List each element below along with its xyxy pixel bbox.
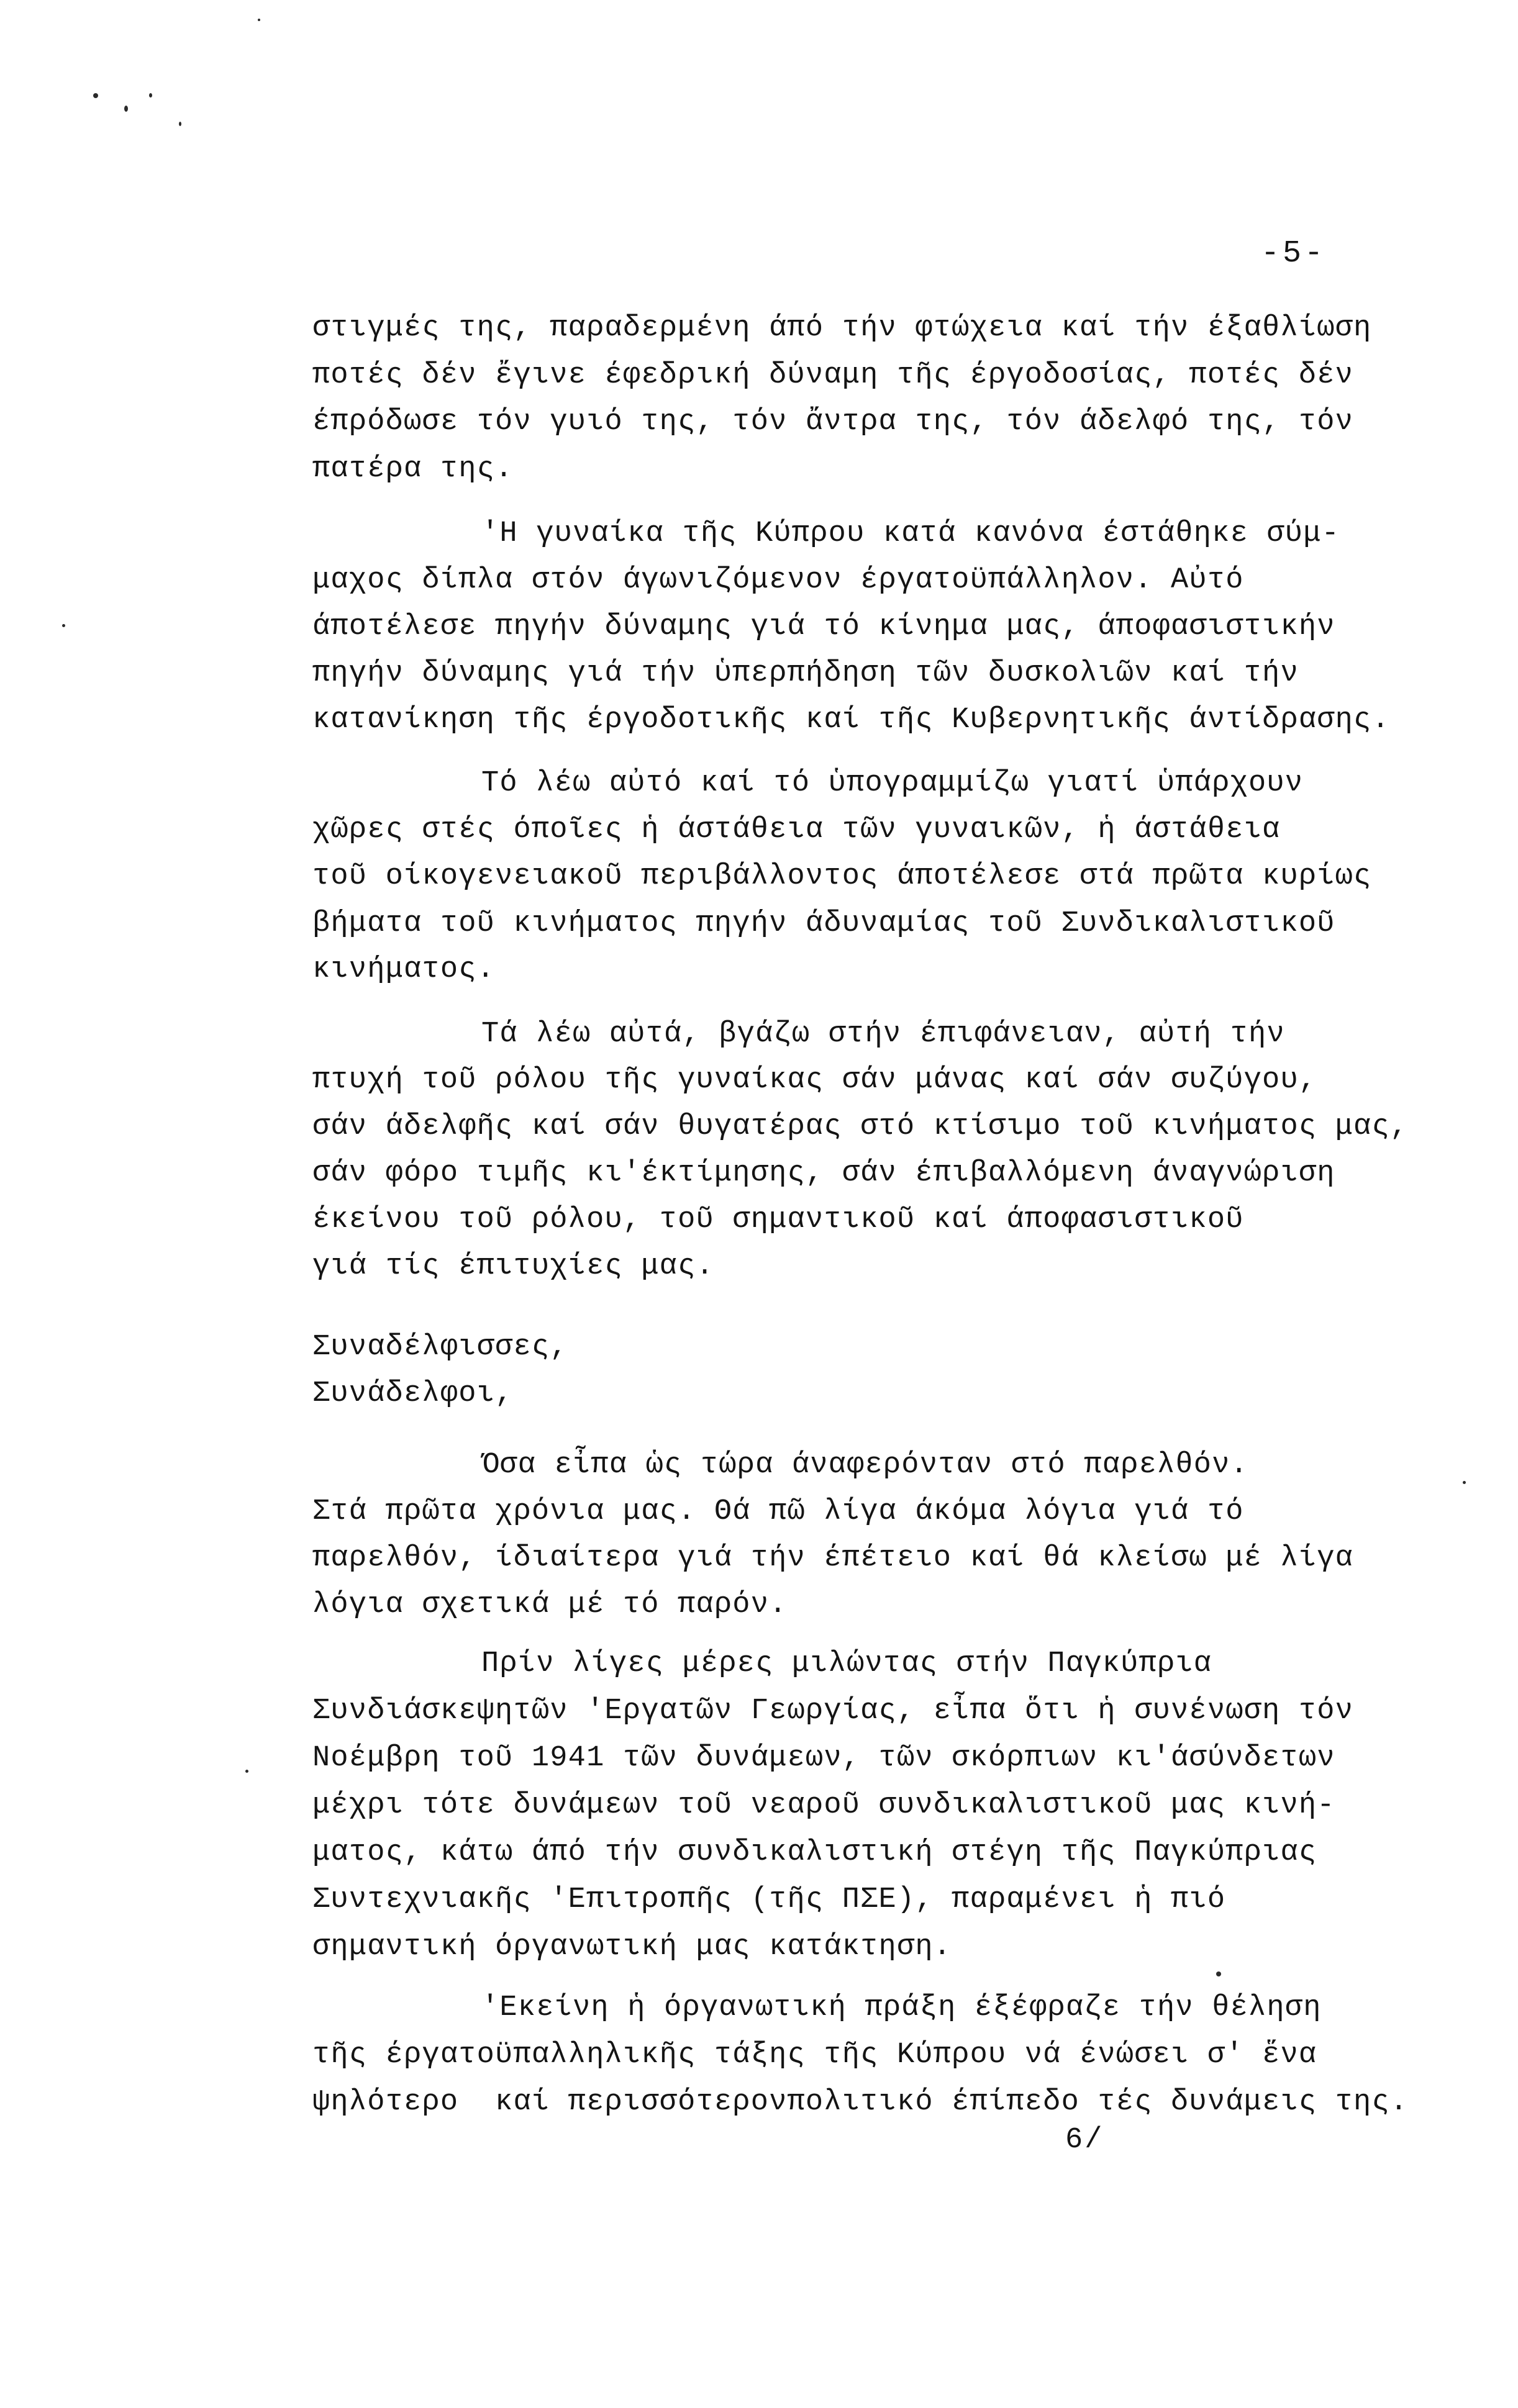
text-line: ματος, κάτω άπό τήν συνδικαλιστική στέγη τῆς Παγκύπριας [312, 1836, 1317, 1869]
text-line: Νοέμβρη τοῦ 1941 τῶν δυνάμεων, τῶν σκόρπιων κι'άσύνδετων [312, 1742, 1335, 1775]
text-line: σημαντική όργανωτική μας κατάκτηση. [312, 1930, 952, 1963]
page-number: -5- [1261, 236, 1327, 271]
text-line: Συντεχνιακῆς 'Επιτροπῆς (τῆς ΠΣΕ), παραμένει ἡ πιό [312, 1883, 1226, 1916]
text-line: έπρόδωσε τόν γυιό της, τόν ἄντρα της, τόν άδελφό της, τόν [312, 405, 1354, 438]
scan-speck [245, 1770, 248, 1773]
text-line: πηγήν δύναμης γιά τήν ὑπερπήδηση τῶν δυσκολιῶν καί τήν [312, 657, 1299, 690]
text-line: πατέρα της. [312, 453, 514, 486]
scan-speck [258, 19, 260, 21]
salutation-line: Συνάδελφοι, [312, 1377, 514, 1410]
text-line: Στά πρῶτα χρόνια μας. Θά πῶ λίγα άκόμα λόγια γιά τό [312, 1495, 1244, 1528]
text-line: Όσα εἶπα ὡς τώρα άναφερόνταν στό παρελθόν. [481, 1449, 1248, 1482]
scan-speck [1463, 1481, 1466, 1484]
text-line: μαχος δίπλα στόν άγωνιζόμενον έργατοϋπάλληλον. Αὐτό [312, 564, 1244, 597]
text-line: έκείνου τοῦ ρόλου, τοῦ σημαντικοῦ καί άποφασιστικοῦ [312, 1203, 1244, 1236]
text-line: σάν άδελφῆς καί σάν θυγατέρας στό κτίσιμο τοῦ κινήματος μας, [312, 1110, 1409, 1143]
text-line: κατανίκηση τῆς έργοδοτικῆς καί τῆς Κυβερνητικῆς άντίδρασης. [312, 704, 1390, 736]
text-line: Τό λέω αὐτό καί τό ὑπογραμμίζω γιατί ὑπάρχουν [481, 767, 1304, 800]
text-line: Συνδιάσκεψητῶν 'Εργατῶν Γεωργίας, εἶπα ὅτι ἡ συνένωση τόν [312, 1695, 1354, 1727]
text-line: κινήματος. [312, 953, 496, 986]
text-line: λόγια σχετικά μέ τό παρόν. [312, 1588, 788, 1621]
text-line: παρελθόν, ίδιαίτερα γιά τήν έπέτειο καί θά κλείσω μέ λίγα [312, 1542, 1354, 1575]
text-line: τῆς έργατοϋπαλληλικῆς τάξης τῆς Κύπρου νά ένώσει σ' ἕνα [312, 2039, 1317, 2071]
text-line: Τά λέω αὐτά, βγάζω στήν έπιφάνειαν, αὐτή τήν [481, 1018, 1285, 1051]
scan-speck [124, 106, 128, 112]
text-line: σάν φόρο τιμῆς κι'έκτίμησης, σάν έπιβαλλόμενη άναγνώριση [312, 1157, 1335, 1190]
scan-speck [1216, 1971, 1221, 1976]
scan-speck [179, 122, 181, 126]
scan-speck [62, 624, 65, 627]
salutation-line: Συναδέλφισσες, [312, 1331, 568, 1364]
text-line: γιά τίς έπιτυχίες μας. [312, 1250, 714, 1283]
text-line: πτυχή τοῦ ρόλου τῆς γυναίκας σάν μάνας καί σάν συζύγου, [312, 1064, 1317, 1097]
text-line: άποτέλεσε πηγήν δύναμης γιά τό κίνημα μας, άποφασιστικήν [312, 610, 1335, 643]
text-line: στιγμές της, παραδερμένη άπό τήν φτώχεια καί τήν έξαθλίωση [312, 312, 1372, 345]
text-line: Πρίν λίγες μέρες μιλώντας στήν Παγκύπρια [481, 1647, 1212, 1680]
scan-speck [93, 93, 98, 98]
text-line: χῶρες στές όποῖες ἡ άστάθεια τῶν γυναικῶν, ἡ άστάθεια [312, 813, 1281, 846]
text-line: ψηλότερο καί περισσότερονπολιτικό έπίπεδο τές δυνάμεις της. [312, 2086, 1409, 2119]
text-line: ποτές δέν ἔγινε έφεδρική δύναμη τῆς έργοδοσίας, ποτές δέν [312, 359, 1354, 392]
text-line: 'Η γυναίκα τῆς Κύπρου κατά κανόνα έστάθηκε σύμ- [481, 517, 1340, 550]
text-line: βήματα τοῦ κινήματος πηγήν άδυναμίας τοῦ Συνδικαλιστικοῦ [312, 907, 1335, 940]
text-line: 'Εκείνη ἡ όργανωτική πράξη έξέφραζε τήν θέληση [481, 1991, 1322, 2024]
scan-speck [149, 93, 152, 97]
continuation-marker: 6/ [1065, 2124, 1104, 2157]
text-line: τοῦ οίκογενειακοῦ περιβάλλοντος άποτέλεσε στά πρῶτα κυρίως [312, 860, 1372, 893]
text-line: μέχρι τότε δυνάμεων τοῦ νεαροῦ συνδικαλιστικοῦ μας κινή- [312, 1789, 1335, 1822]
